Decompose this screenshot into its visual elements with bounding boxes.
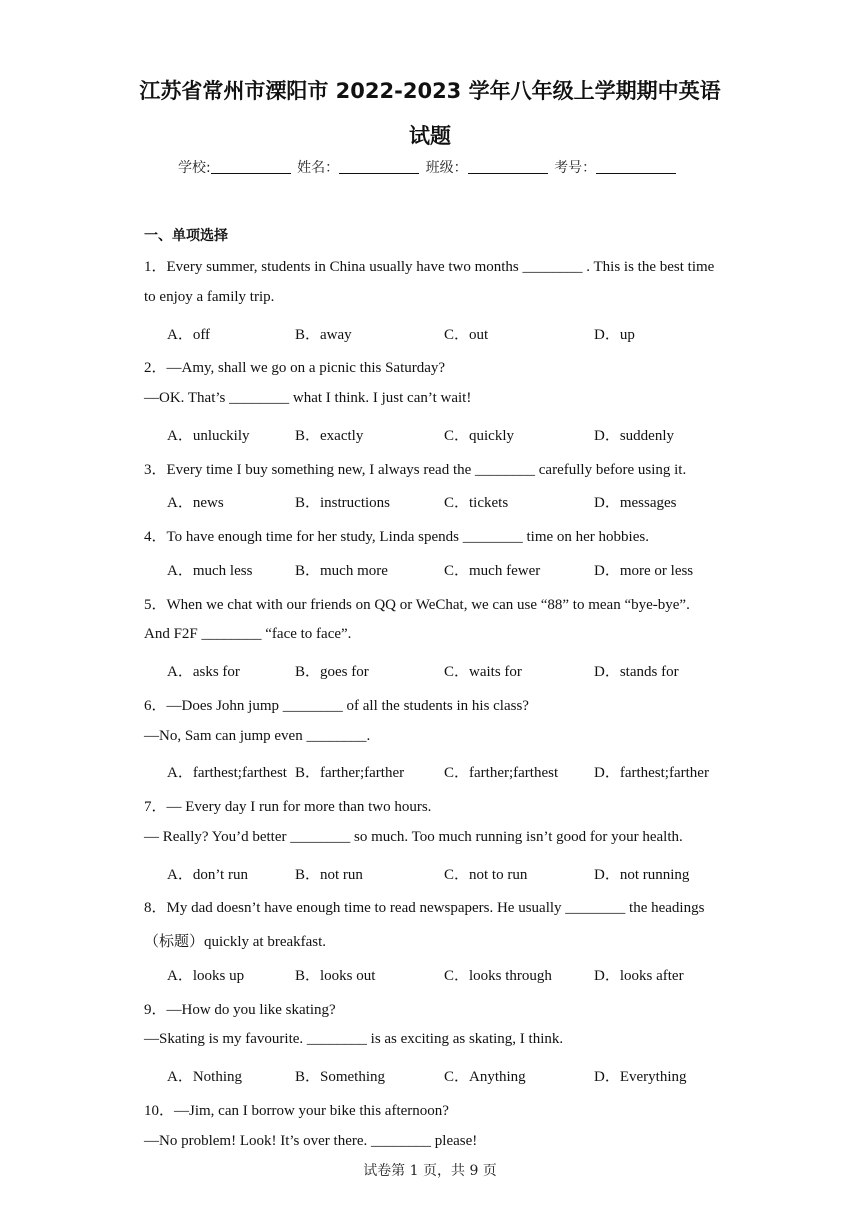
question-text: 7．— Every day I run for more than two hours. — [144, 799, 432, 815]
answer-option: A．looks up — [167, 967, 245, 984]
answer-option: A．unluckily — [167, 427, 250, 444]
question-text: 2．—Amy, shall we go on a picnic this Saturday? — [144, 360, 446, 377]
answer-option: D．suddenly — [594, 427, 674, 444]
answer-option: D．up — [594, 326, 635, 343]
question-text: —No, Sam can jump even ________. — [144, 727, 371, 744]
question-text: 3．Every time I buy something new, I always read the ________ carefully before using it. — [144, 461, 687, 478]
question-text: 9．—How do you like skating? — [144, 1001, 336, 1018]
answer-option: D．looks after — [594, 967, 684, 984]
answer-option: B．farther;farther — [295, 765, 405, 782]
answer-option: C．out — [444, 326, 489, 343]
school-label: 学校: — [178, 160, 211, 176]
answer-option: B．Something — [295, 1069, 386, 1085]
question-text: 5．When we chat with our friends on QQ or WeChat, we can use “88” to mean “bye-bye”. — [144, 596, 690, 613]
name-label: 姓名： — [297, 160, 340, 176]
answer-option: A．don’t run — [167, 866, 248, 883]
student-info-row — [178, 157, 678, 177]
question-text: —No problem! Look! It’s over there. ________ please! — [144, 1132, 478, 1149]
answer-option: D．stands for — [594, 664, 679, 680]
answer-option: D．farthest;farther — [594, 765, 709, 782]
answer-option: A．Nothing — [167, 1069, 243, 1085]
exam-title-line2: 试题 — [409, 124, 451, 148]
answer-option: B．much more — [295, 562, 388, 579]
answer-option: B．instructions — [295, 495, 391, 512]
answer-option: B．looks out — [295, 967, 376, 984]
question-text: （标题）quickly at breakfast. — [144, 934, 327, 950]
answer-option: A．farthest;farthest — [167, 765, 287, 782]
question-text: to enjoy a family trip. — [144, 288, 275, 305]
question-text: And F2F ________ “face to face”. — [144, 626, 352, 643]
question-text: 6．—Does John jump ________ of all the students in his class? — [144, 697, 529, 714]
question-text: 1．Every summer, students in China usually have two months ________ . This is the best time — [144, 259, 715, 275]
school-blank — [211, 159, 291, 174]
question-text: 4．To have enough time for her study, Linda spends ________ time on her hobbies. — [144, 529, 649, 545]
answer-option: D．Everything — [594, 1069, 687, 1085]
class-label: 班级： — [425, 160, 468, 176]
answer-option: B．goes for — [295, 664, 369, 680]
answer-option: C．waits for — [444, 664, 522, 680]
section-heading: 一、单项选择 — [144, 228, 228, 244]
answer-option: B．exactly — [295, 427, 364, 444]
exam-title-line1: 江苏省常州市溧阳市 2022-2023 学年八年级上学期期中英语 — [139, 79, 721, 103]
answer-option: C．not to run — [444, 866, 528, 883]
answer-option: C．tickets — [444, 495, 509, 512]
answer-option: A．much less — [167, 562, 253, 579]
answer-option: A．news — [167, 495, 224, 512]
answer-option: D．not running — [594, 866, 690, 883]
answer-option: C．quickly — [444, 427, 514, 444]
answer-option: D．more or less — [594, 562, 694, 579]
question-text: 10．—Jim, can I borrow your bike this afternoon? — [144, 1102, 449, 1119]
answer-option: C．farther;farthest — [444, 765, 559, 782]
question-text: — Really? You’d better ________ so much. Too much running isn’t good for your health. — [144, 828, 683, 845]
class-blank — [468, 159, 548, 174]
name-blank — [339, 159, 419, 174]
answer-option: C．looks through — [444, 967, 552, 984]
answer-option: A．off — [167, 326, 211, 343]
answer-option: C．much fewer — [444, 562, 541, 579]
answer-option: B．not run — [295, 866, 363, 883]
page-footer: 试卷第 1 页，共 9 页 — [363, 1163, 497, 1179]
number-blank — [596, 159, 676, 174]
answer-option: C．Anything — [444, 1069, 526, 1085]
answer-option: D．messages — [594, 495, 677, 512]
number-label: 考号： — [554, 160, 597, 176]
answer-option: A．asks for — [167, 664, 240, 680]
question-text: —OK. That’s ________ what I think. I just can’t wait! — [144, 390, 472, 406]
answer-option: B．away — [295, 326, 352, 343]
question-text: 8．My dad doesn’t have enough time to read newspapers. He usually ________ the headings — [144, 900, 705, 917]
question-text: —Skating is my favourite. ________ is as exciting as skating, I think. — [144, 1031, 564, 1048]
